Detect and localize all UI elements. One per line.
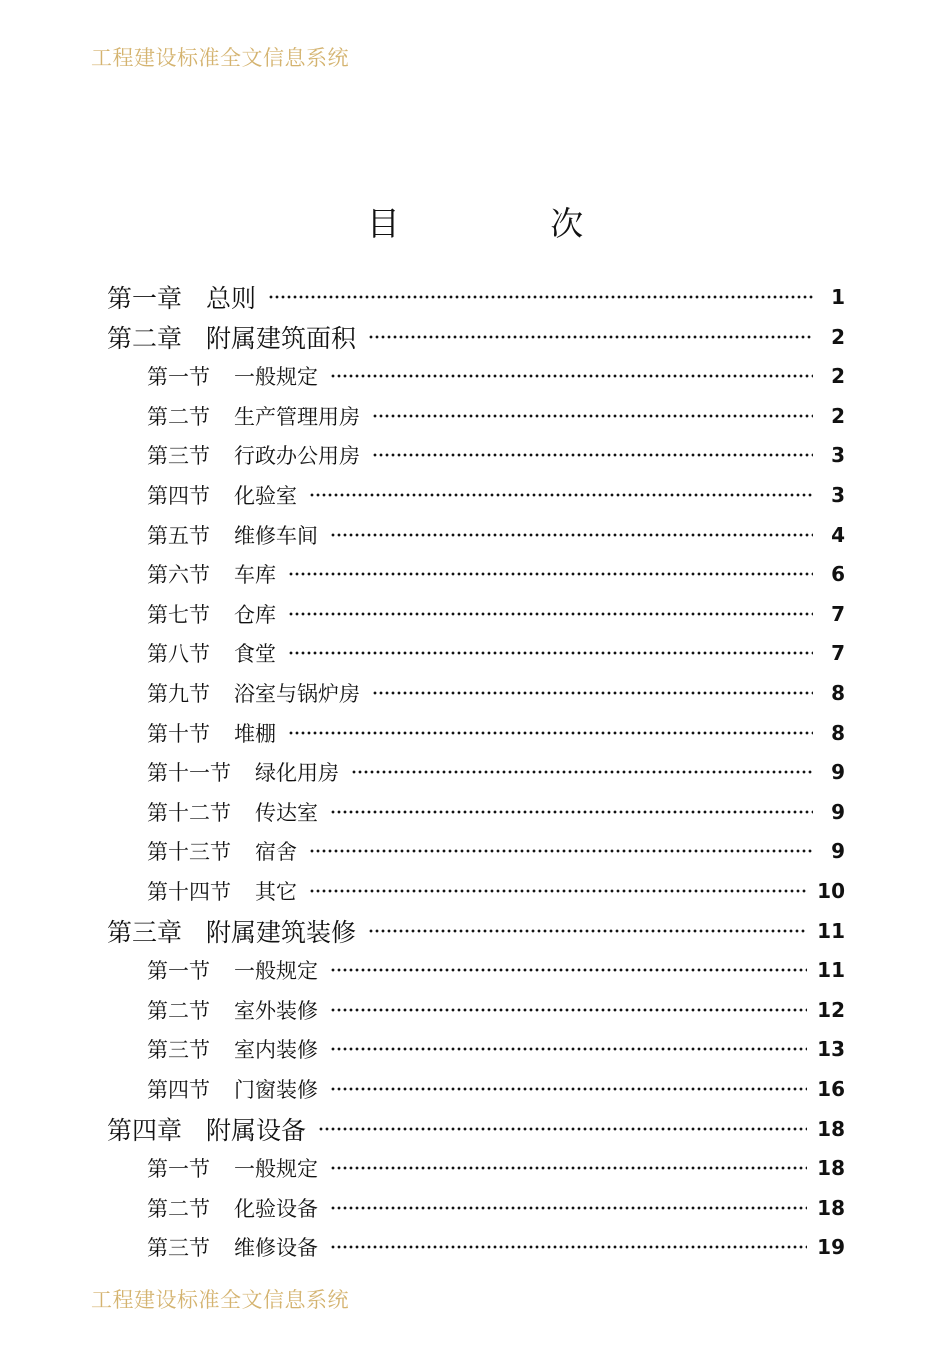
toc-section-row (147, 517, 845, 553)
toc-entry-title: 附属建筑面积 (206, 323, 357, 353)
toc-entry-number: 第十三节 (147, 840, 231, 865)
toc-entry-page: 3 (831, 483, 845, 507)
toc-entry-page: 1 (831, 285, 845, 309)
toc-entry-page: 8 (831, 681, 845, 705)
toc-dot-leader (330, 1047, 807, 1051)
toc-entry-title: 其它 (255, 880, 297, 904)
toc-section-row (147, 1150, 845, 1186)
toc-section-row (147, 675, 845, 711)
toc-entry-page: 9 (831, 839, 845, 864)
toc-section-row (147, 596, 845, 632)
toc-entry-number: 第五节 (147, 523, 210, 548)
toc-entry-title: 化验设备 (234, 1196, 318, 1221)
toc-entry-page: 7 (831, 601, 845, 626)
toc-entry-number: 第九节 (147, 682, 210, 706)
toc-dot-leader (309, 493, 813, 497)
toc-entry-number: 第三节 (147, 1236, 210, 1261)
toc-entry-title: 门窗装修 (234, 1078, 318, 1102)
toc-dot-leader (288, 731, 813, 735)
toc-dot-leader (330, 1087, 807, 1091)
toc-section-row (147, 477, 845, 513)
toc-entry-title: 绿化用房 (255, 761, 339, 786)
toc-entry-number: 第六节 (147, 563, 210, 588)
toc-entry-number: 第三章 (107, 917, 183, 947)
watermark-bottom: 工程建设标准全文信息系统 (91, 1288, 349, 1312)
toc-dot-leader (309, 889, 807, 893)
toc-entry-title: 化验室 (234, 484, 297, 508)
toc-dot-leader (368, 929, 807, 933)
toc-entry-page: 9 (831, 760, 845, 785)
toc-dot-leader (330, 374, 813, 378)
toc-entry-page: 6 (831, 562, 845, 587)
toc-section-row (147, 873, 845, 909)
toc-entry-page: 18 (817, 1195, 845, 1220)
toc-dot-leader (330, 810, 813, 814)
toc-entry-title: 宿舍 (255, 840, 297, 865)
toc-dot-leader (372, 691, 813, 695)
toc-entry-page: 10 (817, 879, 845, 903)
toc-entry-title: 总则 (206, 284, 257, 313)
toc-entry-page: 8 (831, 720, 845, 745)
toc-dot-leader (372, 414, 813, 418)
toc-entry-title: 一般规定 (234, 365, 318, 390)
toc-entry-number: 第八节 (147, 642, 210, 667)
toc-entry-number: 第一节 (147, 1157, 210, 1182)
toc-entry-page: 2 (831, 403, 845, 428)
toc-entry-title: 一般规定 (234, 1157, 318, 1182)
toc-entry-title: 维修车间 (234, 523, 318, 548)
toc-entry-title: 传达室 (255, 800, 318, 825)
toc-entry-page: 18 (817, 1116, 845, 1141)
toc-entry-title: 一般规定 (234, 959, 318, 984)
toc-dot-leader (309, 849, 813, 853)
toc-entry-number: 第一节 (147, 365, 210, 390)
toc-entry-title: 浴室与锅炉房 (234, 682, 360, 706)
toc-entry-number: 第二节 (147, 404, 210, 429)
toc-entry-number: 第十节 (147, 721, 210, 746)
toc-dot-leader (330, 968, 807, 972)
toc-section-row (147, 1031, 845, 1067)
toc-dot-leader (288, 572, 813, 576)
toc-dot-leader (330, 1245, 807, 1249)
toc-dot-leader (288, 651, 813, 655)
toc-entry-title: 维修设备 (234, 1236, 318, 1261)
toc-entry-number: 第四节 (147, 1078, 210, 1102)
toc-section-row (147, 952, 845, 988)
toc-entry-number: 第一节 (147, 959, 210, 984)
toc-entry-page: 3 (831, 443, 845, 468)
toc-entry-page: 19 (817, 1235, 845, 1260)
toc-chapter-row (107, 913, 845, 949)
toc-entry-page: 4 (831, 522, 845, 547)
toc-section-row (147, 437, 845, 473)
toc-entry-title: 堆棚 (234, 721, 276, 746)
toc-entry-title: 室内装修 (234, 1038, 318, 1063)
page-title: 目 次 (366, 204, 654, 243)
toc-entry-number: 第二节 (147, 998, 210, 1023)
toc-dot-leader (330, 1008, 807, 1012)
toc-section-row (147, 358, 845, 394)
toc-chapter-row (107, 1111, 845, 1147)
toc-entry-number: 第三节 (147, 444, 210, 469)
toc-entry-title: 食堂 (234, 642, 276, 667)
toc-entry-number: 第二章 (107, 323, 183, 353)
toc-entry-title: 生产管理用房 (234, 404, 360, 429)
toc-dot-leader (372, 453, 813, 457)
toc-section-row (147, 556, 845, 592)
toc-entry-title: 附属设备 (206, 1115, 307, 1145)
toc-entry-number: 第十四节 (147, 880, 231, 904)
toc-entry-title: 仓库 (234, 602, 276, 627)
toc-entry-title: 室外装修 (234, 998, 318, 1023)
toc-dot-leader (351, 770, 813, 774)
toc-entry-page: 2 (831, 364, 845, 389)
toc-entry-number: 第十一节 (147, 761, 231, 786)
toc-chapter-row (107, 279, 845, 315)
toc-dot-leader (368, 335, 813, 339)
toc-entry-page: 16 (817, 1077, 845, 1101)
toc-entry-page: 12 (817, 997, 845, 1022)
toc-section-row (147, 992, 845, 1028)
watermark-top: 工程建设标准全文信息系统 (91, 46, 349, 70)
toc-section-row (147, 398, 845, 434)
toc-entry-page: 9 (831, 799, 845, 824)
toc-entry-page: 11 (817, 918, 845, 943)
toc-entry-page: 2 (831, 324, 845, 349)
toc-entry-number: 第七节 (147, 602, 210, 627)
toc-dot-leader (330, 1206, 807, 1210)
toc-entry-number: 第三节 (147, 1038, 210, 1063)
toc-dot-leader (318, 1127, 807, 1131)
toc-entry-title: 车库 (234, 563, 276, 588)
toc-section-row (147, 1229, 845, 1265)
toc-section-row (147, 635, 845, 671)
toc-section-row (147, 1071, 845, 1107)
toc-entry-title: 附属建筑装修 (206, 917, 357, 947)
toc-entry-page: 11 (817, 958, 845, 983)
toc-section-row (147, 1190, 845, 1226)
toc-section-row (147, 715, 845, 751)
toc-entry-page: 13 (817, 1037, 845, 1062)
toc-section-row (147, 794, 845, 830)
toc-chapter-row (107, 319, 845, 355)
toc-entry-number: 第十二节 (147, 800, 231, 825)
toc-section-row (147, 833, 845, 869)
toc-dot-leader (330, 533, 813, 537)
toc-entry-title: 行政办公用房 (234, 444, 360, 469)
toc-entry-number: 第二节 (147, 1196, 210, 1221)
toc-entry-page: 18 (817, 1156, 845, 1181)
toc-entry-number: 第四节 (147, 484, 210, 508)
toc-dot-leader (330, 1166, 807, 1170)
toc-entry-number: 第四章 (107, 1115, 183, 1145)
toc-dot-leader (288, 612, 813, 616)
toc-section-row (147, 754, 845, 790)
toc-entry-number: 第一章 (107, 284, 183, 313)
toc-entry-page: 7 (831, 641, 845, 666)
toc-dot-leader (268, 295, 813, 299)
